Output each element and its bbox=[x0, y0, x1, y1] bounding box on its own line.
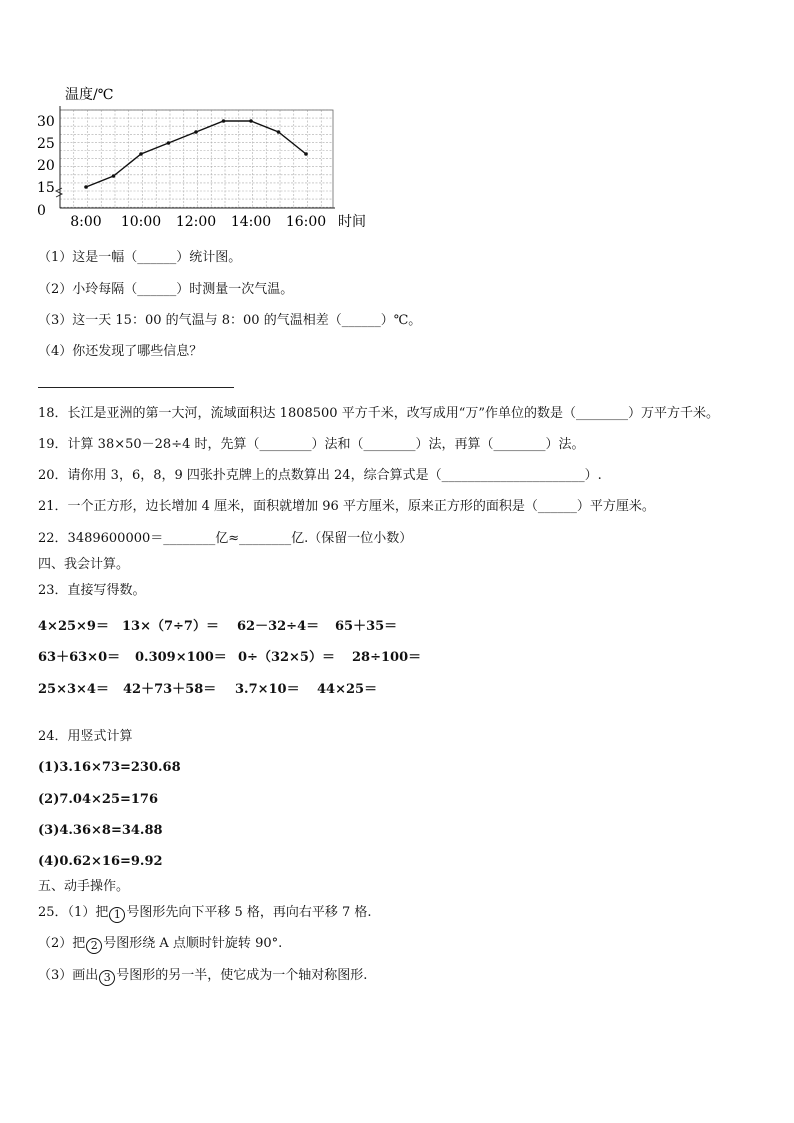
data-point bbox=[277, 130, 281, 134]
temperature-line-chart bbox=[0, 0, 794, 240]
question-21: 21．一个正方形，边长增加 4 厘米，面积就增加 96 平方厘米，原来正方形的面积是（______）平方厘米。 bbox=[38, 499, 655, 514]
q25-b-text: 号图形绕 A 点顺时针旋转 90°. bbox=[103, 936, 283, 951]
temperature-series bbox=[84, 119, 308, 189]
chart-grid bbox=[60, 110, 333, 208]
y-tick-label: 20 bbox=[37, 158, 55, 174]
question-2: （2）小玲每隔（______）时测量一次气温。 bbox=[38, 282, 294, 297]
question-19: 19．计算 38×50－28÷4 时，先算（________）法和（________）法，再算（________）法。 bbox=[38, 437, 585, 452]
chart-ticks bbox=[37, 114, 326, 230]
vertical-calc-4: (4)0.62×16=9.92 bbox=[38, 854, 163, 869]
calc-item: 63＋63×0＝ bbox=[38, 650, 121, 665]
data-point bbox=[167, 141, 171, 145]
x-tick-label: 8:00 bbox=[70, 214, 102, 230]
calc-item: 62－32÷4＝ bbox=[237, 619, 320, 634]
x-tick-label: 10:00 bbox=[120, 214, 162, 230]
calc-item: 0÷（32×5）＝ bbox=[238, 650, 335, 665]
q25-c-text: 号图形的另一半，使它成为一个轴对称图形. bbox=[116, 968, 368, 983]
data-point bbox=[194, 130, 198, 134]
data-point bbox=[112, 174, 116, 178]
question-22: 22．3489600000＝________亿≈________亿.（保留一位小数） bbox=[38, 531, 413, 546]
x-tick-label: 12:00 bbox=[175, 214, 217, 230]
vertical-calc-3: (3)4.36×8=34.88 bbox=[38, 823, 163, 838]
data-point bbox=[139, 152, 143, 156]
y-axis-label: 温度/℃ bbox=[65, 87, 114, 103]
data-point bbox=[222, 119, 226, 123]
y-tick-label: 25 bbox=[37, 136, 55, 152]
vertical-calc-1: (1)3.16×73=230.68 bbox=[38, 760, 181, 775]
calc-item: 3.7×10＝ bbox=[235, 682, 300, 697]
data-point bbox=[249, 119, 253, 123]
calc-item: 42＋73＋58＝ bbox=[123, 682, 217, 697]
x-tick-label: 16:00 bbox=[285, 214, 327, 230]
question-3: （3）这一天 15：00 的气温与 8：00 的气温相差（______）℃。 bbox=[38, 313, 422, 328]
data-point bbox=[84, 185, 88, 189]
y-tick-label: 30 bbox=[37, 114, 55, 130]
question-23: 23．直接写得数。 bbox=[38, 583, 146, 598]
calc-item: 28÷100＝ bbox=[352, 650, 422, 665]
question-1: （1）这是一幅（______）统计图。 bbox=[38, 250, 242, 265]
question-25-part-2 bbox=[38, 936, 282, 954]
q25-b-prefix: （2）把 bbox=[38, 936, 86, 951]
calc-item: 65＋35＝ bbox=[335, 619, 398, 634]
calc-item: 4×25×9＝ bbox=[38, 619, 109, 634]
q25-a-text: 号图形先向下平移 5 格，再向右平移 7 格. bbox=[126, 905, 372, 920]
q25-a-prefix: 25．（1）把 bbox=[38, 905, 109, 920]
answer-line bbox=[38, 387, 234, 388]
data-point bbox=[304, 152, 308, 156]
question-25-part-1 bbox=[38, 905, 372, 923]
chart-axes bbox=[56, 106, 335, 208]
circled-number-2: 2 bbox=[86, 938, 102, 954]
q25-c-prefix: （3）画出 bbox=[38, 968, 99, 983]
x-tick-label: 14:00 bbox=[230, 214, 272, 230]
question-20: 20．请你用 3，6，8，9 四张扑克牌上的点数算出 24，综合算式是（______________________）. bbox=[38, 468, 602, 483]
calc-item: 0.309×100＝ bbox=[135, 650, 227, 665]
y-tick-label: 15 bbox=[37, 180, 55, 196]
question-24: 24．用竖式计算 bbox=[38, 729, 133, 744]
question-4: （4）你还发现了哪些信息？ bbox=[38, 344, 203, 359]
section-5-heading: 五、动手操作。 bbox=[38, 879, 130, 894]
circled-number-3: 3 bbox=[99, 970, 115, 986]
section-4-heading: 四、我会计算。 bbox=[38, 557, 130, 572]
circled-number-1: 1 bbox=[109, 907, 125, 923]
calc-item: 13×（7÷7）＝ bbox=[122, 619, 219, 634]
axis-break-mark bbox=[56, 188, 62, 197]
calc-item: 25×3×4＝ bbox=[38, 682, 109, 697]
y-tick-label: 0 bbox=[37, 203, 46, 219]
question-25-part-3 bbox=[38, 968, 367, 986]
question-18: 18．长江是亚洲的第一大河，流域面积达 1808500 平方千米，改写成用“万”作单位的数是（________）万平方千米。 bbox=[38, 406, 719, 421]
vertical-calc-2: (2)7.04×25=176 bbox=[38, 792, 159, 807]
calc-item: 44×25＝ bbox=[317, 682, 378, 697]
x-axis-label: 时间 bbox=[338, 214, 366, 230]
